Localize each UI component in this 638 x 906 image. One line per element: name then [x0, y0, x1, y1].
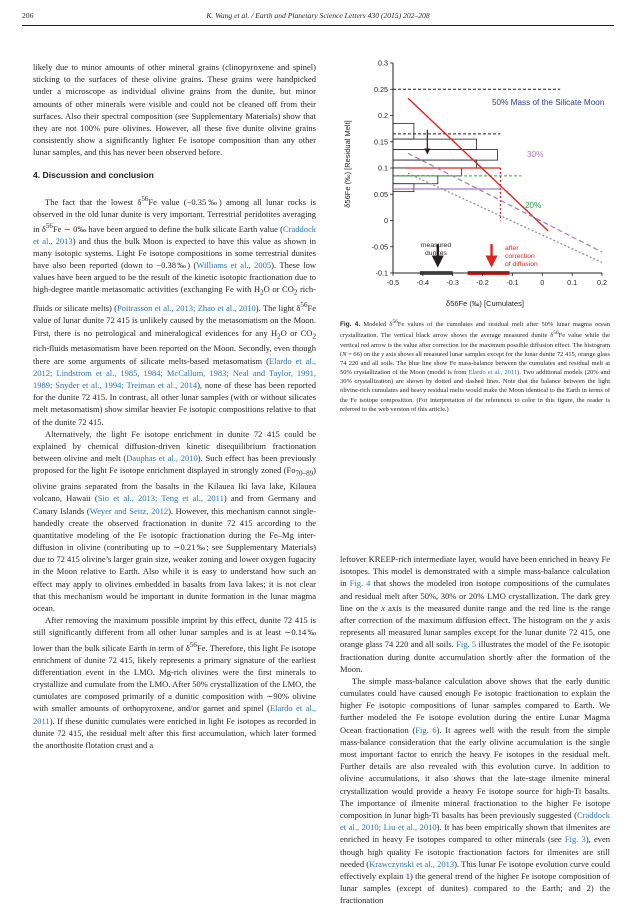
y-tick-label: 0.15	[374, 137, 388, 147]
x-tick-label: 0.2	[597, 278, 607, 287]
figure-4	[340, 56, 610, 314]
figure-ref-link[interactable]: Fig. 6	[415, 724, 437, 735]
figure-ref-link[interactable]: Fig. 3	[564, 834, 586, 845]
y-tick-label: 0.2	[378, 111, 388, 121]
paragraph-right-1: leftover KREEP-rich intermediate layer, would have been enriched in heavy Fe isotopes. This model is demonstrated with a simple mass-balance calculation in Fig. 4 that shows the modeled iron isotope compositions of the cumulates and residual melt after 50%, 30% or 20% LMO crystallization. The dark grey line on the x axis is the measured dunite range and the red line is the range after correction of the maximum diffusion effect. The histogram on the y axis represents all measured lunar samples except for the lunar dunite 72 415, one orange glass 74 220 and all soils. Fig. 5 illustrates the model of the Fe isotopic fractionation during dunite accumulation shortly after the formation of the Moon.	[340, 554, 611, 674]
paragraph-discussion-1: The fact that the lowest $\delta^{56}Fe$ value (−0.35‰) among all lunar rocks is observed in the old lunar dunite is very important. Terrestrial peridotites averaging in $\delta^{56}Fe$ ∼ 0‰ have been argued to define the bulk silicate Earth value (Craddock et al., 2013) and thus the bulk Moon is expected to have this value as shown in many isotopic systems. Light Fe isotope compositions in some terrestrial dunites have also been reported (down to −0.38‰) (Williams et al., 2005). These low values have been argued to be the result of the kinetic isotopic fractionation due to high-degree mantle metasomatic activities (exchanging Fe with $H_2O$ or $CO_2$ rich-fluids or silicate melts) (Poitrasson et al., 2013; Zhao et al., 2010). The light $\delta^{56}Fe$ value of lunar dunite 72 415 is unlikely caused by the metasomatism on the Moon. First, there is no petrological and mineralogical evidences for any $H_2O$ or $CO_2$ rich-fluids metasomatism have been reported on the Moon. Secondly, even though there are some arguments of silicate melts-based metasomatism (Elardo et al., 2012; Lindstrom et al., 1985, 1984; McCallum, 1983; Neal and Taylor, 1991, 1989; Snyder et al., 1994; Treiman et al., 2014), none of these has been reported for the dunite 72 415. In contrast, all other lunar samples (with or without silicates melt metasomatism) show similar heavier Fe isotopic compositions relative to that of the dunite 72 415.	[33, 194, 317, 427]
citation-link[interactable]: Poitrasson et al., 2013; Zhao et al., 2010	[117, 303, 256, 314]
histogram-bar	[393, 184, 414, 192]
y-tick-label: 0.3	[378, 58, 388, 68]
citation-link[interactable]: Elardo et al., 2011	[468, 369, 518, 377]
citation-link[interactable]: Weyer and Seitz, 2012	[89, 505, 169, 516]
histogram-bar	[393, 139, 477, 150]
citation-link[interactable]: Williams et al., 2005	[196, 260, 272, 271]
paragraph-discussion-2: Alternatively, the light Fe isotope enrichment in dunite 72 415 could be explained by chemical diffusion-driven kinetic disequilibrium fractionation between olivine and melt (Dauphas et al., 2010). Such effect has been previously proposed for the light Fe isotope enrichment displayed in strongly zoned $(Fo_{70-89})$ olivine grains separated from the basalts in the Kilauea Iki lava lake, Kilauea volcano, Hawaii (Sio et al., 2013; Teng et al., 2011) and from Germany and Canary Islands (Weyer and Seitz, 2012). However, this mechanism cannot single-handedly create the observed fractionation in dunite 72 415 according to the quantitative modeling of the Fe isotopic fractionation during the Fe–Mg inter-diffusion in olivine (contributing up to ∼0.21‰; see Supplementary Materials) due to 72 415 olivine’s larger grain size, weaker zoning and lower oxygen fugacity in the Moon relative to Earth. Also while it is easy to understand how such an effect may apply to olivines embedded in basalts from lava lakes; it is not clear that this mechanism would be important in dunite formation in the lunar magma ocean.	[33, 428, 316, 614]
x-axis-label: δ56Fe (‰) [Cumulates]	[446, 299, 524, 308]
y-tick-label: 0.25	[374, 84, 388, 94]
y-tick-label: -0.05	[371, 242, 388, 252]
citation-link[interactable]: Dauphas et al., 2010	[126, 453, 198, 464]
citation-link[interactable]: Craddock et al., 2010; Liu et al., 2010	[340, 809, 610, 833]
section-heading: 4. Discussion and conclusion	[33, 169, 154, 180]
histogram-bar	[393, 160, 477, 168]
x-tick-label: -0.2	[476, 278, 489, 287]
y-axis-label: δ56Fe (‰) [Residual Melt]	[343, 120, 352, 208]
citation-link[interactable]: Krawczynski et al., 2013	[369, 858, 455, 869]
x-tick-label: -0.4	[416, 278, 430, 287]
x-tick-label: -0.3	[446, 278, 459, 287]
citation-link[interactable]: Craddock et al., 2013	[33, 223, 316, 246]
annotation-after-correction: after correction of diffusion	[505, 245, 538, 268]
left-column	[33, 61, 316, 751]
running-header	[22, 11, 614, 25]
fig4-plot	[340, 56, 610, 314]
x-tick-label: -0.5	[386, 278, 400, 287]
y-tick-label: 0	[384, 216, 388, 226]
intro-paragraph: likely due to minor amounts of other mineral grains (clinopyroxene and spinel) sticking to the surfaces of these olivine grains. These grains were handpicked under a microscope as individual olivine grains from the dunite, but minor amounts of other minerals were visible and could not be cleaned off from their surfaces. Also their spectral composition (see Supplementary Materials) show that they are not 100% pure olivines. However, all these five dunite olivine grains consistently show a significantly lighter Fe isotope composition than any other lunar samples, and this has never been observed before.	[33, 62, 316, 158]
annotation-50-percent: 50% Mass of the Silicate Moon	[492, 98, 605, 107]
figure-caption: Fig. 4. Modeled $\delta^{56}Fe$ values of the cumulates and residual melt after 50% lunar magma ocean crystallization. The vertical black arrow shows the average measured dunite $\delta^{56}Fe$ value while the vertical red arrow is the value after correction for the maximum possible diffusion effect. The histogram (N = 66) on the y axis shows all measured lunar samples except for the lunar dunite 72 415, orange glass 74 220 and all soils. The blue line show Fe mass-balance between the cumulates and residual melt at 50% crystallization of the Moon (model is from Elardo et al., 2011). Two additional models (20% and 30% crystallization) are shown by dotted and dashed lines. Note that the balance between the light olivine-rich cumulates and heavy residual melts would make the Moon identical to the Earth in terms of the Fe isotope composition. (For interpretation of the references to color in this figure, the reader is referred to the web version of this article.)	[340, 319, 610, 413]
citation-link[interactable]: Sio et al., 2013; Teng et al., 2011	[97, 493, 224, 504]
header-rule	[22, 25, 614, 26]
y-tick-label: -0.1	[375, 268, 388, 278]
y-tick-label: 0.05	[374, 189, 388, 199]
histogram-bar	[393, 150, 498, 161]
citation-link[interactable]: Elardo et al., 2012; Lindstrom et al., 1985, 1984; McCallum, 1983; Neal and Taylor, 1991, 1989; Snyder et al., 1994; Treiman et al., 2014	[33, 355, 316, 390]
x-tick-label: -0.1	[506, 278, 519, 287]
journal-citation: K. Wang et al. / Earth and Planetary Science Letters 430 (2015) 202–208	[206, 11, 430, 20]
annotation-measured-dunites: measured dunites	[420, 242, 452, 257]
model-line-30-percent	[408, 153, 602, 252]
paragraph-right-2: The simple mass-balance calculation above shows that the early dunitic cumulates could have caused enough Fe isotopic fractionation to explain the higher Fe isotopic compositions of lunar samples compared to Earth. We further modeled the Fe isotope evolution during the entire Lunar Magma Ocean fractionation (Fig. 6). It agrees well with the result from the simple mass-balance consideration that the early olivine accumulation is the single most important factor to enrich the heavy Fe isotopes in the residual melt. Further details are also revealed with this evolution curve. In addition to olivine accumulations, it also shows that the late-stage ilmenite mineral crystallization would provide a heavy Fe isotope source for high-Ti basalts. The importance of ilmenite mineral fractionation to the higher Fe isotope composition in lunar high-Ti basalts has been previously suggested (Craddock et al., 2010; Liu et al., 2010). It has been empirically shown that ilmenites are enriched in heavy Fe isotopes compared to other minerals (see Fig. 3), even though high quality Fe isotopic fractionation factors for ilmenites are still needed (Krawczynski et al., 2013). This lunar Fe isotope evolution curve could effectively explain 1) the general trend of the higher Fe isotope composition of lunar samples (except of dunites) compared to the Earth; and 2) the fractionation	[340, 675, 610, 906]
right-column	[340, 553, 610, 906]
histogram-bar	[393, 168, 462, 176]
histogram-bar	[393, 123, 414, 139]
x-tick-label: 0.1	[567, 278, 578, 287]
x-tick-label: 0	[540, 278, 545, 287]
paragraph-discussion-3: After removing the maximum possible imprint by this effect, dunite 72 415 is still significantly different from all other lunar samples and is at least ∼0.14‰ lower than the bulk silicate Earth in term of $\delta^{56}Fe$. Therefore, this light Fe isotope enrichment of dunite 72 415, likely represents a primary signature of the earliest differentiation event in the LMO. Mg-rich olivines were the first minerals to crystallize and cumulate from the LMO. After 50% crystallization of the LMO, the cumulates are composed primarily of a dunitic composition with ∼90% olivine with smaller amounts of orthopyroxene, and/or garnet and spinel (Elardo et al., 2011). If these dunitic cumulates were enriched in light Fe isotopes as recorded in dunite 72 415, the residual melt after this first accumulation, which later formed the anorthosite flotation crust and a	[33, 615, 316, 750]
annotation-30-percent: 30%	[527, 150, 544, 159]
figure-ref-link[interactable]: Fig. 5	[456, 639, 477, 650]
page-number: 206	[22, 11, 34, 20]
figure-ref-link[interactable]: Fig. 4	[349, 578, 371, 589]
citation-link[interactable]: Elardo et al., 2011	[33, 703, 316, 726]
y-tick-label: 0.1	[378, 163, 388, 173]
annotation-20-percent: 20%	[525, 201, 542, 210]
